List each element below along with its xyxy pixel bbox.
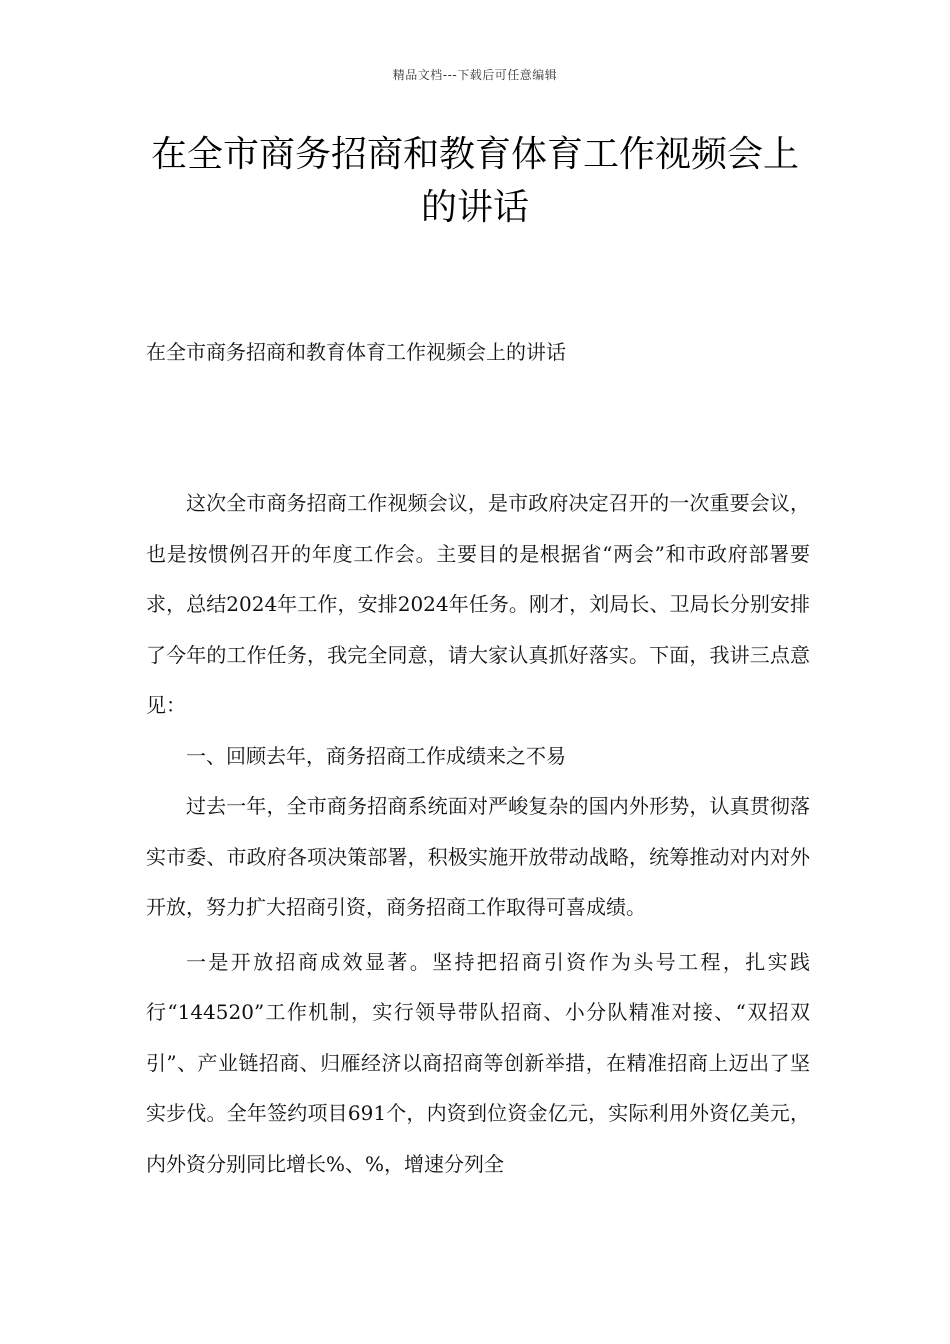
header-note: 精品文档---下载后可任意编辑 xyxy=(392,68,558,82)
paragraph-review: 过去一年，全市商务招商系统面对严峻复杂的国内外形势，认真贯彻落实市委、市政府各项决策部署，积极实施开放带动战略，统筹推动对内对外开放，努力扩大招商引资，商务招商工作取得可喜成绩。 xyxy=(146,794,810,919)
paragraph-opening: 这次全市商务招商工作视频会议，是市政府决定召开的一次重要会议，也是按惯例召开的年度工作会。主要目的是根据省“两会”和市政府部署要求，总结2024年工作，安排2024年任务。刚才，刘局长、卫局长分别安排了今年的工作任务，我完全同意，请大家认真抓好落实。下面，我讲三点意见： xyxy=(146,491,810,717)
section-heading-1: 一、回顾去年，商务招商工作成绩来之不易 xyxy=(186,743,566,768)
paragraph-investment: 一是开放招商成效显著。坚持把招商引资作为头号工程，扎实践行“144520”工作机制，实行领导带队招商、小分队精准对接、“双招双引”、产业链招商、归雁经济以商招商等创新举措，在精准招商上迈出了坚实步伐。全年签约项目691个，内资到位资金亿元，实际利用外资亿美元，内外资分别同比增长%、%，增速分列全 xyxy=(146,949,810,1176)
document-title: 在全市商务招商和教育体育工作视频会上的讲话 xyxy=(150,134,799,228)
document-subtitle: 在全市商务招商和教育体育工作视频会上的讲话 xyxy=(146,340,566,364)
document-body xyxy=(146,478,810,1189)
